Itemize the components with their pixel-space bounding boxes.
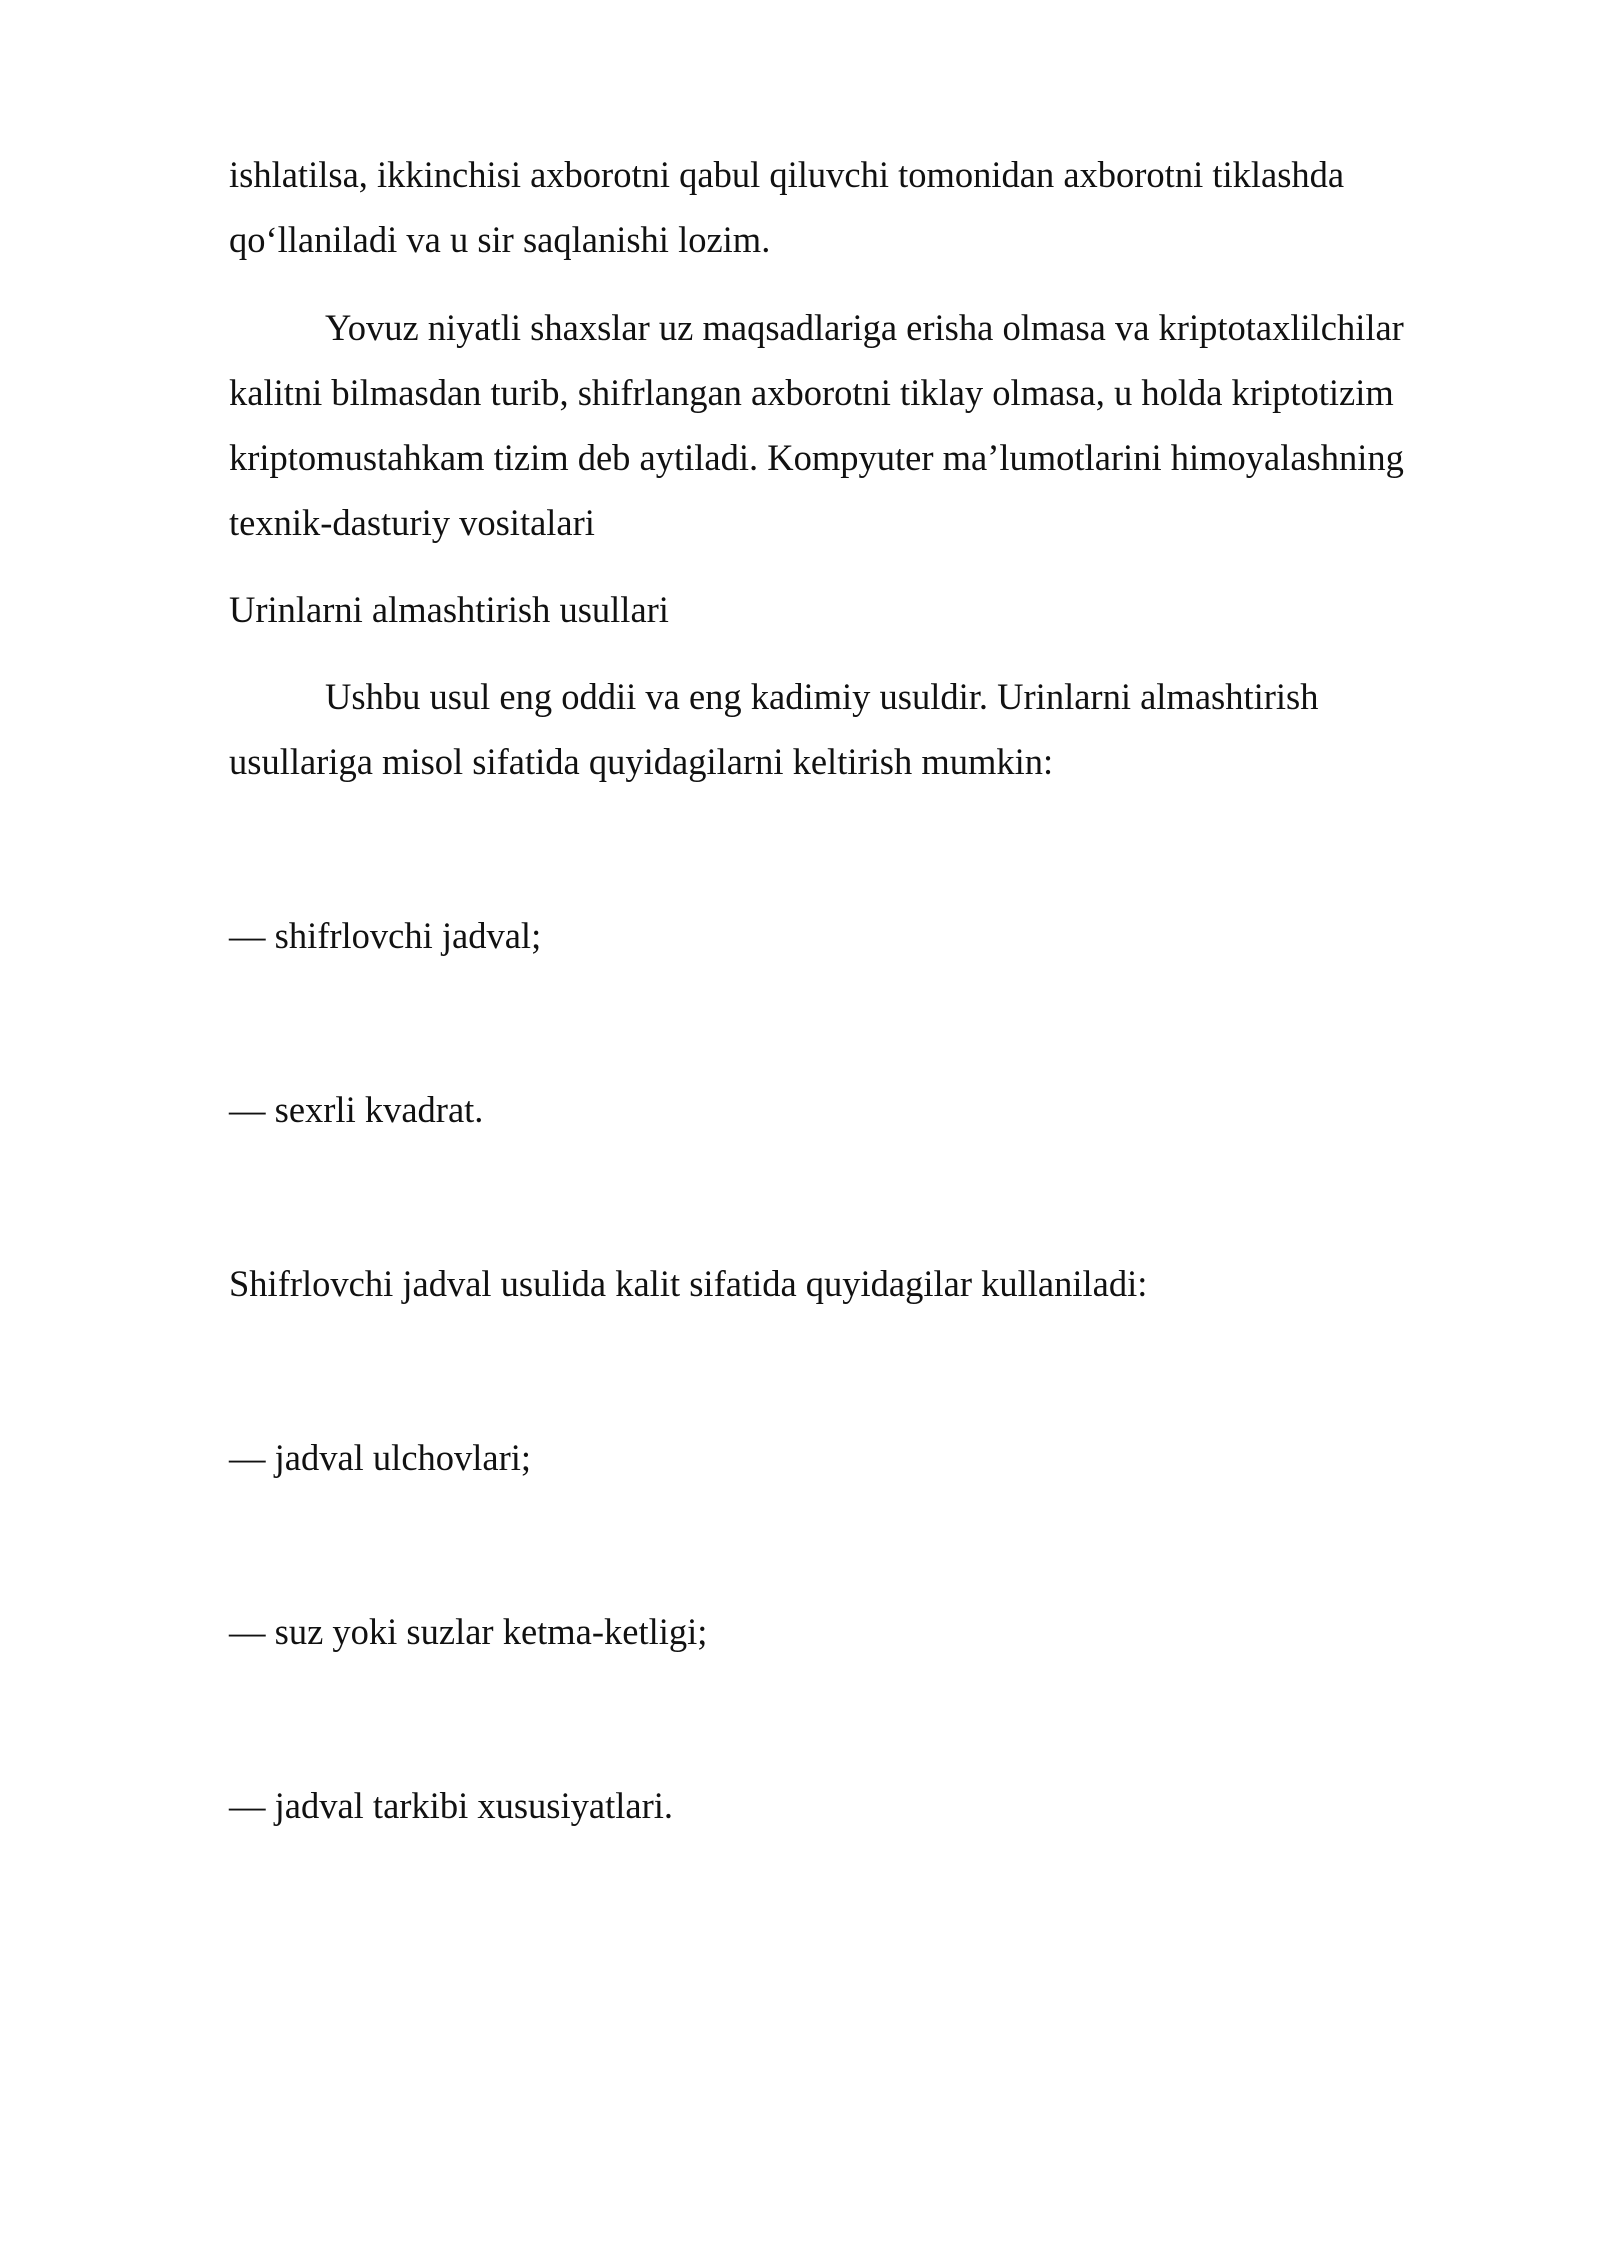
paragraph-2-line-3: kriptomustahkam tizim deb aytiladi. Kompyuter ma’lumotlarini himoyalashning	[229, 437, 1404, 478]
paragraph-1-line-2: qo‘llaniladi va u sir saqlanishi lozim.	[229, 219, 771, 260]
list-item: — suz yoki suzlar ketma-ketligi;	[229, 1611, 708, 1652]
paragraph-2-line-1: Yovuz niyatli shaxslar uz maqsadlariga erisha olmasa va kriptotaxlilchilar	[325, 307, 1404, 348]
list-item: — jadval tarkibi xususiyatlari.	[229, 1785, 673, 1826]
list-item: — jadval ulchovlari;	[229, 1437, 532, 1478]
list-item: — shifrlovchi jadval;	[229, 915, 542, 956]
list-item: — sexrli kvadrat.	[229, 1089, 484, 1130]
paragraph-1-line-1: ishlatilsa, ikkinchisi axborotni qabul qiluvchi tomonidan axborotni tiklashda	[229, 154, 1345, 195]
paragraph-3-line-2: usullariga misol sifatida quyidagilarni keltirish mumkin:	[229, 741, 1054, 782]
paragraph-4: Shifrlovchi jadval usulida kalit sifatida quyidagilar kullaniladi:	[229, 1263, 1148, 1304]
paragraph-2-line-2: kalitni bilmasdan turib, shifrlangan axborotni tiklay olmasa, u holda kriptotizim	[229, 372, 1394, 413]
paragraph-3-line-1: Ushbu usul eng oddii va eng kadimiy usuldir. Urinlarni almashtirish	[325, 676, 1319, 717]
paragraph-2-line-4: texnik-dasturiy vositalari	[229, 502, 595, 543]
section-heading: Urinlarni almashtirish usullari	[229, 589, 669, 630]
